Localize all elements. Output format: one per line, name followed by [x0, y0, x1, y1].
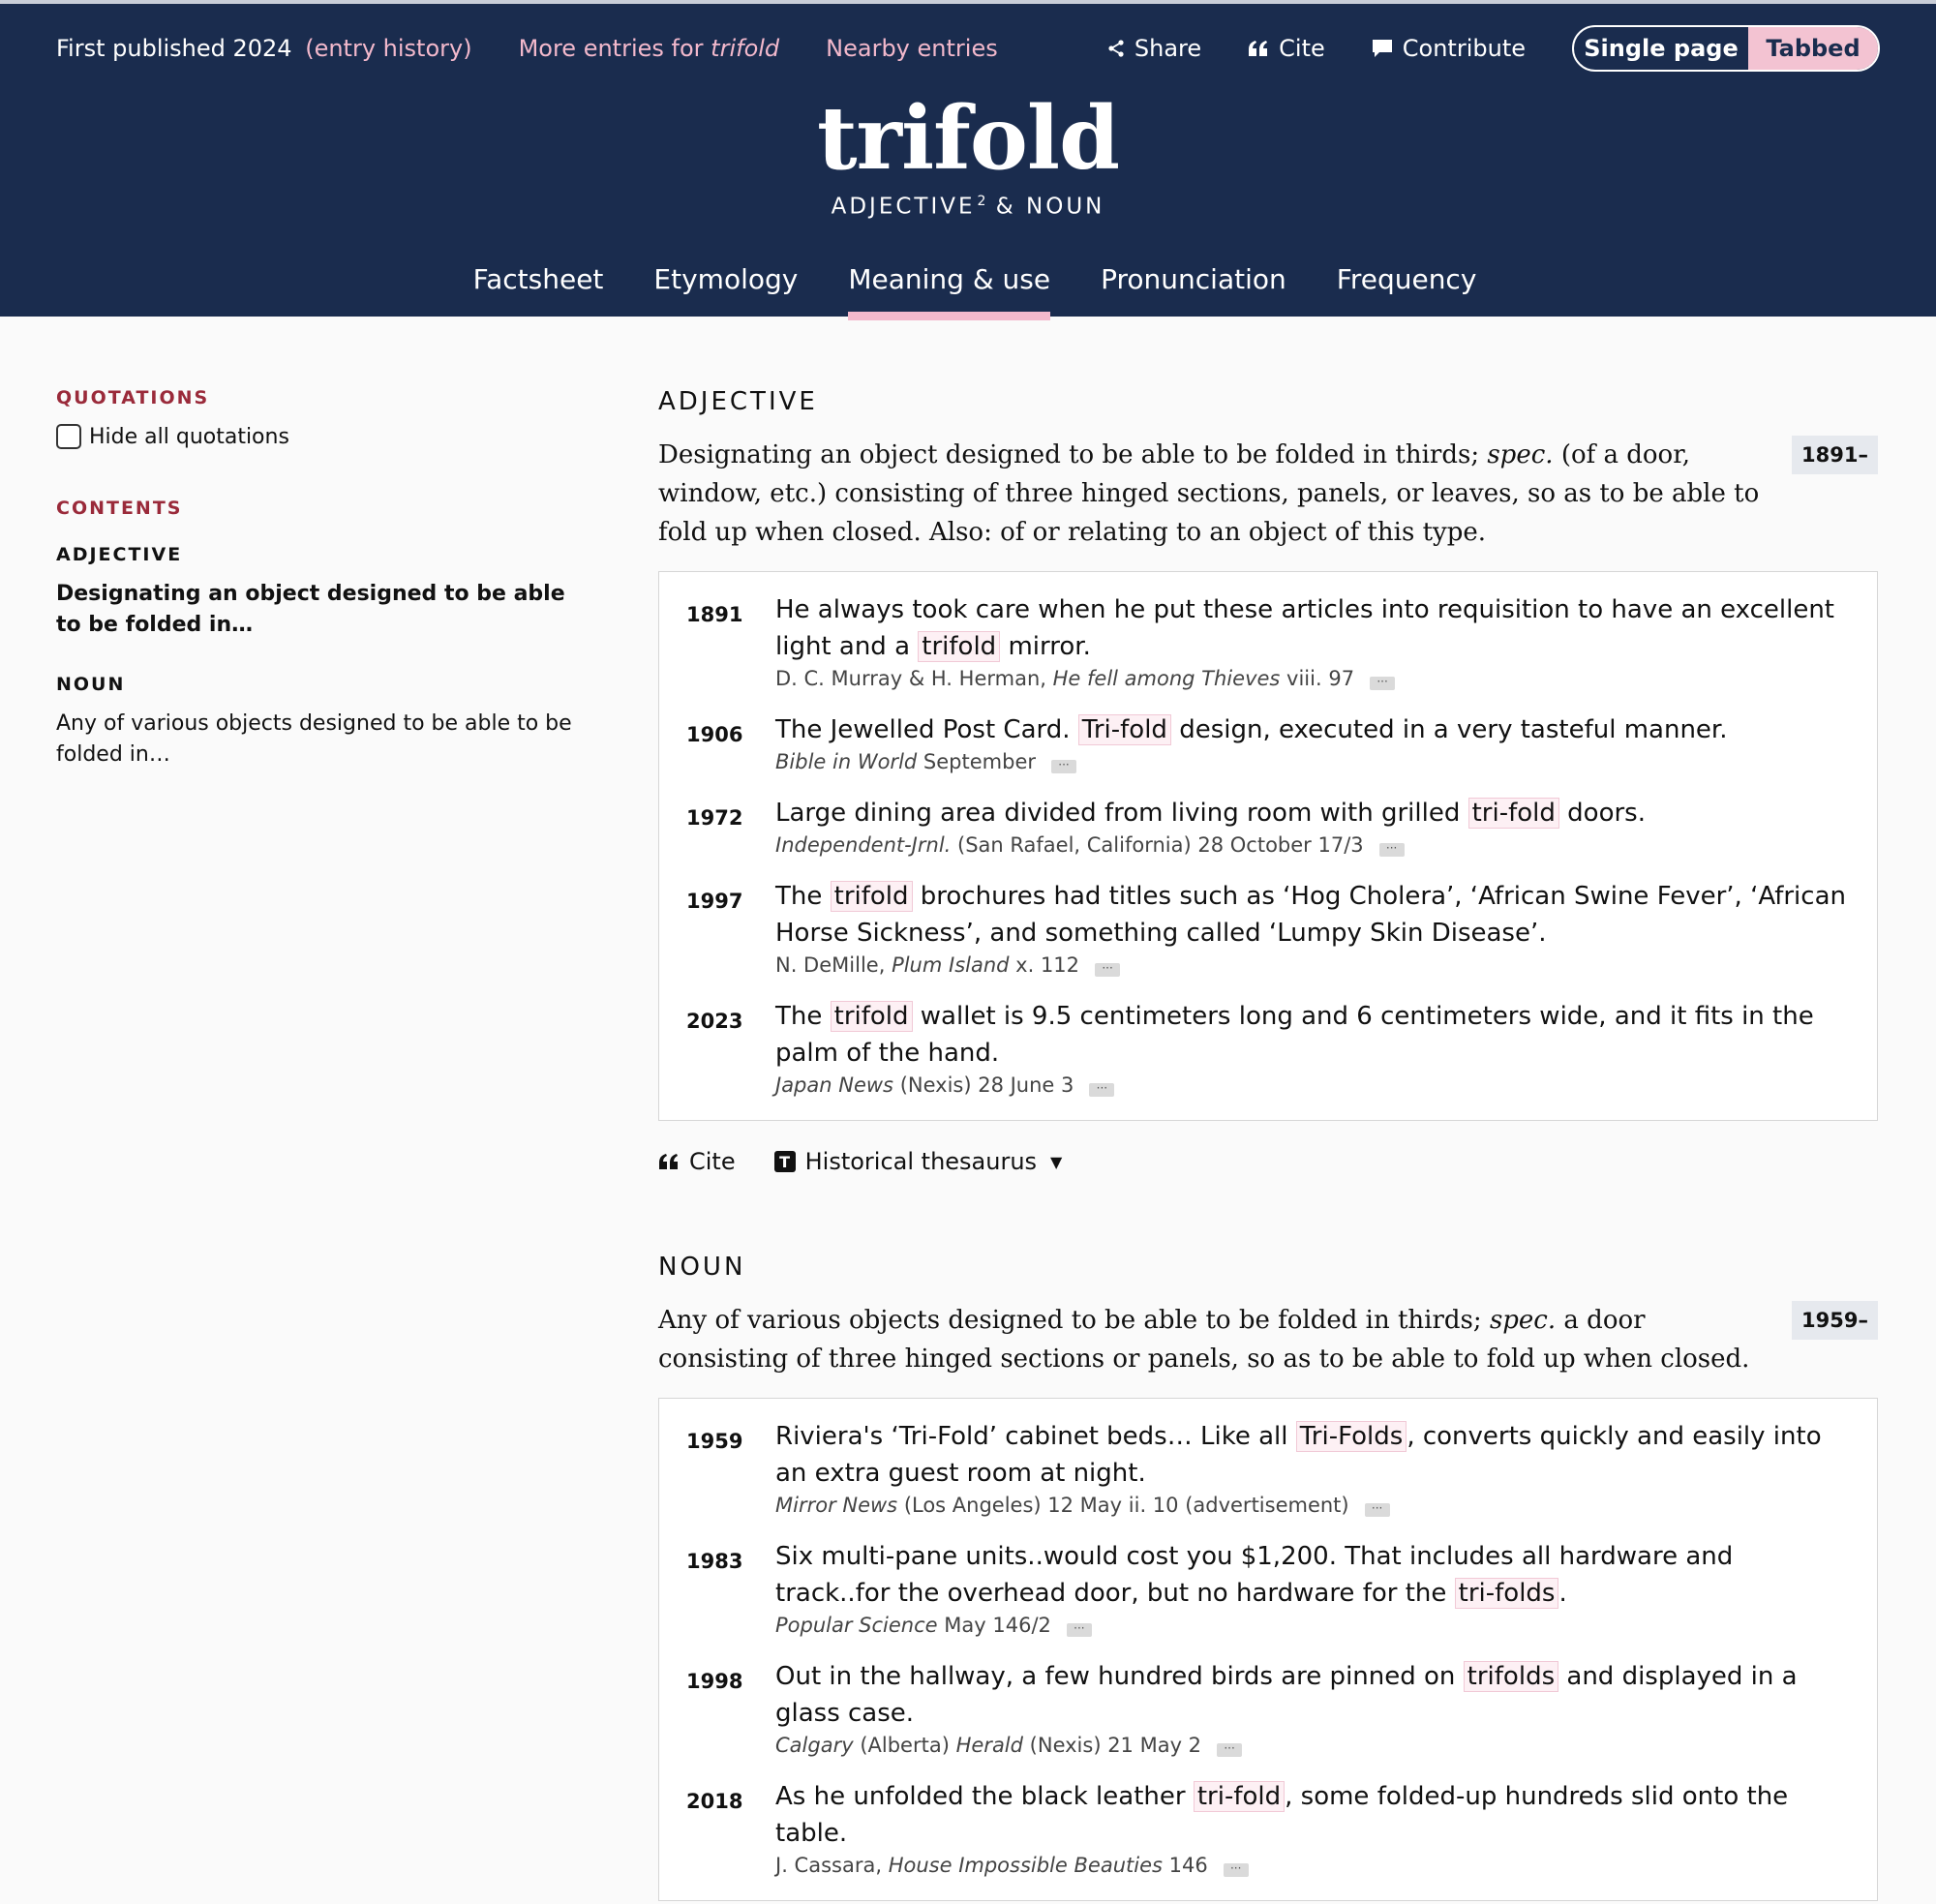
highlighted-word: tri-fold — [1194, 1781, 1285, 1812]
highlighted-word: tri-folds — [1455, 1578, 1559, 1609]
quotation-year: 2018 — [686, 1790, 743, 1813]
tab-pronunciation[interactable]: Pronunciation — [1101, 263, 1286, 295]
quotation — [686, 591, 1850, 690]
quotation — [686, 1778, 1850, 1877]
quotation-source — [775, 1854, 1850, 1877]
quotation-year: 1972 — [686, 806, 743, 830]
quotation — [686, 998, 1850, 1097]
view-toggle — [1572, 25, 1880, 72]
date-badge: 1959– — [1792, 1301, 1878, 1340]
more-entries-link[interactable] — [519, 35, 780, 62]
def-text: Designating an object designed to be able to be folded in thirds; — [658, 440, 1480, 469]
noun-heading: NOUN — [658, 1253, 746, 1282]
highlighted-word: trifolds — [1464, 1661, 1558, 1692]
quotation-year: 2023 — [686, 1010, 743, 1033]
quotation-body — [775, 998, 1850, 1097]
quotation-year: 1959 — [686, 1430, 743, 1453]
contents-adjective-heading: ADJECTIVE — [56, 544, 183, 565]
ellipsis-icon[interactable]: ··· — [1224, 1863, 1249, 1877]
adjective-definition-row — [658, 436, 1878, 552]
source-author: N. DeMille, — [775, 953, 886, 977]
quote-pre: Out in the hallway, a few hundred birds are pinned on — [775, 1662, 1456, 1691]
source-author: J. Cassara, — [775, 1854, 883, 1877]
contents-adjective-link[interactable]: Designating an object designed to be able to be folded in… — [56, 582, 565, 637]
quotation-body — [775, 711, 1850, 773]
adjective-definition — [658, 436, 1771, 552]
source-ref: viii. 97 — [1286, 667, 1355, 690]
ellipsis-icon[interactable]: ··· — [1379, 843, 1405, 857]
contribute-button[interactable] — [1372, 35, 1526, 62]
hide-quotations-label: Hide all quotations — [89, 424, 289, 449]
quote-pre: The — [775, 882, 823, 911]
contents-nav — [56, 498, 579, 771]
def-text: (of a door, window, etc.) consisting of three hinged sections, panels, or leaves, so as to be able to fold up when closed. Also: of or relating to an object of this type. — [658, 440, 1760, 547]
cite-button[interactable] — [1248, 35, 1325, 62]
quotation-source — [775, 953, 1850, 977]
first-published: First published 2024 — [56, 35, 292, 62]
noun-section — [658, 1253, 1878, 1901]
quotation-source — [775, 833, 1850, 857]
highlighted-word: Tri-fold — [1078, 714, 1171, 745]
speech-bubble-icon — [1372, 39, 1393, 58]
quotation — [686, 1658, 1850, 1757]
date-badge: 1891– — [1792, 436, 1878, 474]
highlighted-word: trifold — [831, 1001, 913, 1032]
entry-header — [0, 0, 1936, 317]
quotation-text — [775, 998, 1850, 1072]
historical-thesaurus-label: Historical thesaurus — [804, 1148, 1038, 1175]
ellipsis-icon[interactable]: ··· — [1370, 677, 1395, 690]
source-ref: (San Rafael, California) 28 October 17/3 — [957, 833, 1364, 857]
tabbed-option[interactable]: Tabbed — [1748, 27, 1878, 70]
quotation-source — [775, 667, 1850, 690]
quote-pre: He always took care when he put these articles into requisition to have an excellent light and a — [775, 595, 1835, 661]
quote-post: mirror. — [1008, 632, 1091, 661]
quotation-year: 1997 — [686, 890, 743, 913]
source-ref: May 146/2 — [944, 1614, 1051, 1637]
historical-thesaurus-button[interactable] — [774, 1148, 1063, 1175]
contents-noun-link[interactable]: Any of various objects designed to be able to be folded in… — [56, 711, 572, 767]
source-title-2: Herald — [955, 1734, 1023, 1757]
quotation-year: 1998 — [686, 1670, 743, 1693]
quotation-body — [775, 1658, 1850, 1757]
quotation-body — [775, 878, 1850, 977]
header-actions — [1107, 29, 1526, 68]
thesaurus-icon: T — [774, 1151, 796, 1172]
noun-definition-row — [658, 1301, 1878, 1378]
entry-tabs — [0, 263, 1936, 320]
share-icon — [1107, 40, 1125, 57]
quotation-text — [775, 1658, 1850, 1732]
hide-quotations-checkbox[interactable] — [56, 424, 81, 449]
pos-adjective: ADJECTIVE — [831, 194, 976, 220]
quotation-body — [775, 1778, 1850, 1877]
quotation-text — [775, 591, 1850, 665]
quote-pre: The — [775, 1002, 823, 1031]
more-entries-word: trifold — [711, 35, 780, 62]
quotation-year: 1891 — [686, 603, 743, 626]
quote-post: , some folded-up hundreds slid onto the table. — [775, 1782, 1789, 1848]
more-entries-prefix: More entries for — [518, 35, 704, 62]
quotation-source — [775, 1494, 1850, 1517]
quotation — [686, 1538, 1850, 1637]
quotation — [686, 711, 1850, 773]
definition-tools — [658, 1148, 1878, 1175]
def-text: Any of various objects designed to be able to be folded in thirds; — [658, 1306, 1482, 1335]
source-title: House Impossible Beauties — [888, 1854, 1163, 1877]
cite-definition-label: Cite — [689, 1148, 736, 1175]
source-title: Bible in World — [775, 750, 918, 773]
source-title: Calgary — [775, 1734, 854, 1757]
quotation-text — [775, 795, 1850, 831]
noun-quotations — [658, 1398, 1878, 1901]
single-page-option[interactable]: Single page — [1584, 35, 1739, 62]
source-author: D. C. Murray & H. Herman, — [775, 667, 1046, 690]
quotation-year: 1983 — [686, 1550, 743, 1573]
source-ref: 146 — [1168, 1854, 1208, 1877]
quotation-text — [775, 1418, 1850, 1492]
adjective-heading: ADJECTIVE — [658, 387, 818, 416]
quote-pre: Large dining area divided from living room with grilled — [775, 799, 1461, 828]
quote-pre: Six multi-pane units..would cost you $1,200. That includes all hardware and track..for the overhead door, but no hardware for the — [775, 1542, 1734, 1608]
adjective-section — [658, 387, 1878, 1175]
tab-factsheet[interactable]: Factsheet — [472, 263, 604, 295]
def-spec: spec. — [1487, 440, 1554, 469]
quotation-text — [775, 878, 1850, 952]
quote-pre: The Jewelled Post Card. — [775, 715, 1071, 744]
source-title: Mirror News — [775, 1494, 898, 1517]
source-title: He fell among Thieves — [1052, 667, 1281, 690]
source-ref: (Alberta) — [860, 1734, 950, 1757]
ellipsis-icon[interactable]: ··· — [1217, 1743, 1242, 1757]
quotation-source — [775, 1073, 1850, 1097]
source-ref-2: (Nexis) 21 May 2 — [1029, 1734, 1202, 1757]
top-bar — [56, 29, 1880, 68]
quotation-body — [775, 591, 1850, 690]
quotation-text — [775, 1538, 1850, 1612]
contents-noun-heading: NOUN — [56, 674, 126, 695]
entry-history-link[interactable]: (entry history) — [305, 35, 472, 62]
quotation — [686, 878, 1850, 977]
source-ref: September — [923, 750, 1036, 773]
chevron-down-icon: ▼ — [1050, 1152, 1063, 1171]
quotation-text — [775, 711, 1850, 748]
highlighted-word: trifold — [831, 881, 913, 912]
quotation-body — [775, 1538, 1850, 1637]
quote-pre: Riviera's ‘Tri-Fold’ cabinet beds… Like all — [775, 1422, 1288, 1451]
source-ref: (Nexis) 28 June 3 — [899, 1073, 1074, 1097]
ellipsis-icon[interactable]: ··· — [1067, 1623, 1092, 1637]
quotation-source — [775, 750, 1850, 773]
share-label: Share — [1134, 35, 1202, 62]
cite-definition-button[interactable] — [658, 1148, 736, 1175]
def-text: a door consisting of three hinged sections or panels, so as to be able to fold up when closed. — [658, 1306, 1750, 1374]
quote-post: and displayed in a glass case. — [775, 1662, 1798, 1728]
headword: trifold — [816, 87, 1120, 190]
def-spec: spec. — [1489, 1306, 1557, 1335]
ellipsis-icon[interactable]: ··· — [1095, 963, 1120, 977]
source-ref: x. 112 — [1015, 953, 1080, 977]
quote-post: design, executed in a very tasteful manner. — [1179, 715, 1728, 744]
hide-quotations-toggle[interactable] — [56, 424, 579, 449]
quotation-body — [775, 1418, 1850, 1517]
quotations-heading: QUOTATIONS — [56, 387, 210, 408]
tab-frequency[interactable]: Frequency — [1336, 263, 1477, 295]
quotation-year: 1906 — [686, 723, 743, 746]
ellipsis-icon[interactable]: ··· — [1051, 760, 1076, 773]
quote-post: . — [1558, 1579, 1567, 1608]
source-ref: (Los Angeles) 12 May ii. 10 (advertisement) — [903, 1494, 1349, 1517]
quote-post: , converts quickly and easily into an extra guest room at night. — [775, 1422, 1822, 1488]
part-of-speech — [0, 194, 1936, 220]
highlighted-word: trifold — [918, 631, 1000, 662]
quote-post: brochures had titles such as ‘Hog Cholera’, ‘African Swine Fever’, ‘African Horse Sickness’, and something called ‘Lumpy Skin Disease’. — [775, 882, 1846, 948]
quotation — [686, 1418, 1850, 1517]
quote-post: doors. — [1567, 799, 1646, 828]
tab-meaning-use[interactable]: Meaning & use — [848, 263, 1050, 320]
main-content — [658, 387, 1878, 1901]
source-title: Plum Island — [892, 953, 1010, 977]
quote-post: wallet is 9.5 centimeters long and 6 centimeters wide, and it fits in the palm of the hand. — [775, 1002, 1814, 1068]
share-button[interactable] — [1107, 35, 1201, 62]
pos-noun: & NOUN — [995, 194, 1105, 220]
cite-label: Cite — [1279, 35, 1325, 62]
noun-definition — [658, 1301, 1771, 1378]
source-title: Japan News — [775, 1073, 893, 1097]
ellipsis-icon[interactable]: ··· — [1365, 1503, 1390, 1517]
quote-pre: As he unfolded the black leather — [775, 1782, 1186, 1811]
quotation-text — [775, 1778, 1850, 1852]
quotation-source — [775, 1614, 1850, 1637]
highlighted-word: Tri-Folds — [1296, 1421, 1407, 1452]
highlighted-word: tri-fold — [1468, 798, 1559, 829]
quote-icon — [658, 1153, 680, 1170]
source-title: Independent-Jrnl. — [775, 833, 952, 857]
ellipsis-icon[interactable]: ··· — [1089, 1083, 1114, 1097]
quotation-body — [775, 795, 1850, 857]
quotation — [686, 795, 1850, 857]
quotation-source — [775, 1734, 1850, 1757]
adjective-quotations — [658, 571, 1878, 1121]
sidebar — [56, 387, 579, 771]
homonym-number: 2 — [977, 194, 986, 209]
contents-heading: CONTENTS — [56, 498, 183, 519]
nearby-entries-link[interactable]: Nearby entries — [826, 35, 998, 62]
source-title: Popular Science — [775, 1614, 938, 1637]
tab-etymology[interactable]: Etymology — [653, 263, 799, 295]
contribute-label: Contribute — [1402, 35, 1526, 62]
quote-icon — [1248, 40, 1269, 57]
publication-info — [56, 35, 472, 62]
